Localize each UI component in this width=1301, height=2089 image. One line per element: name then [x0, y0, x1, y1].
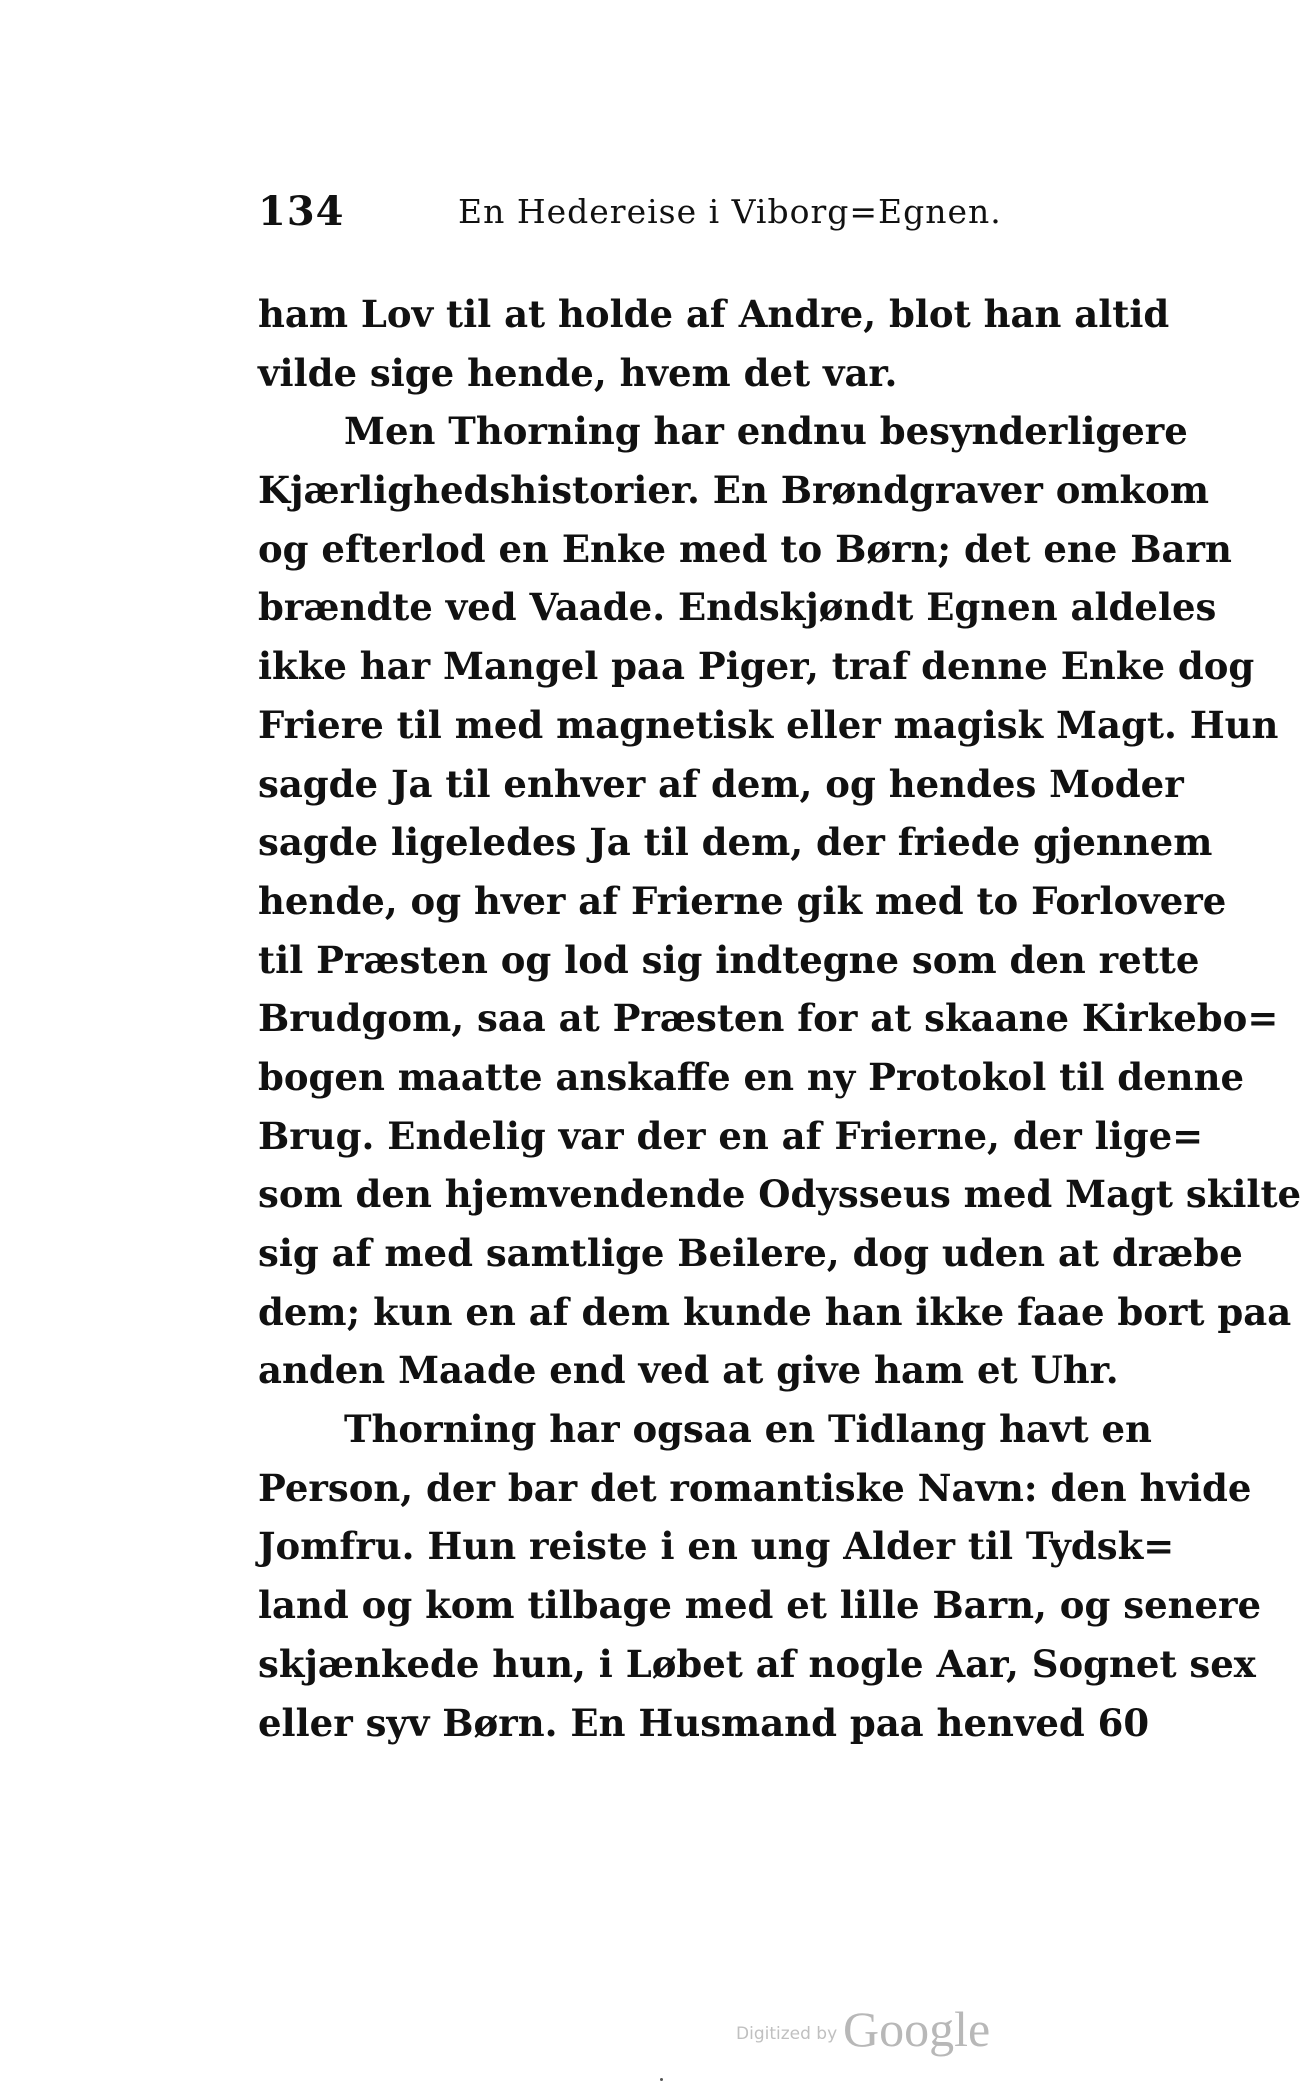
text-line: Brug. Endelig var der en af Frierne, der lige= — [258, 1113, 1204, 1158]
text-line: Friere til med magnetisk eller magisk Magt. Hun — [258, 702, 1279, 747]
text-line: Kjærlighedshistorier. En Brøndgraver omkom — [258, 468, 1209, 513]
text-line: skjænkede hun, i Løbet af nogle Aar, Sognet sex — [258, 1641, 1256, 1686]
text-line: sagde ligeledes Ja til dem, der friede gjennem — [258, 820, 1213, 865]
text-line: Jomfru. Hun reiste i en ung Alder til Tydsk= — [258, 1524, 1175, 1569]
text-line: sagde Ja til enhver af dem, og hendes Moder — [258, 761, 1184, 806]
running-title: En Hedereise i Viborg=Egnen. — [458, 192, 1002, 231]
text-line: eller syv Børn. En Husmand paa henved 60 — [258, 1700, 1150, 1745]
text-line: bogen maatte anskaffe en ny Protokol til denne — [258, 1054, 1245, 1099]
text-line: ikke har Mangel paa Piger, traf denne Enke dog — [258, 644, 1255, 689]
page-header — [258, 188, 1118, 238]
text-line: land og kom tilbage med et lille Barn, og senere — [258, 1583, 1262, 1628]
text-line: til Præsten og lod sig indtegne som den rette — [258, 937, 1200, 982]
body-text — [258, 285, 1301, 1752]
text-line: vilde sige hende, hvem det var. — [258, 350, 898, 395]
text-line: Men Thorning har endnu besynderligere — [344, 409, 1188, 454]
text-line: sig af med samtlige Beilere, dog uden at dræbe — [258, 1231, 1243, 1275]
watermark-brand-logo: Google — [843, 2001, 991, 2057]
text-line: Brudgom, saa at Præsten for at skaane Kirkebo= — [258, 996, 1279, 1041]
text-line: Thorning har ogsaa en Tidlang havt en — [344, 1407, 1152, 1452]
text-line: Person, der bar det romantiske Navn: den hvide — [258, 1465, 1252, 1510]
text-line: hende, og hver af Frierne gik med to Forlovere — [258, 878, 1227, 923]
watermark-prefix: Digitized by — [736, 2024, 838, 2044]
text-line: anden Maade end ved at give ham et Uhr. — [258, 1348, 1119, 1393]
text-line: ham Lov til at holde af Andre, blot han altid — [258, 292, 1170, 336]
scan-speck — [660, 2078, 663, 2081]
digitization-watermark — [736, 2000, 996, 2060]
text-line: og efterlod en Enke med to Børn; det ene Barn — [258, 526, 1232, 571]
text-line: som den hjemvendende Odysseus med Magt skilte — [258, 1172, 1301, 1217]
text-line: brændte ved Vaade. Endskjøndt Egnen aldeles — [258, 585, 1217, 630]
page-number: 134 — [258, 188, 345, 235]
text-line: dem; kun en af dem kunde han ikke faae bort paa — [258, 1289, 1292, 1334]
